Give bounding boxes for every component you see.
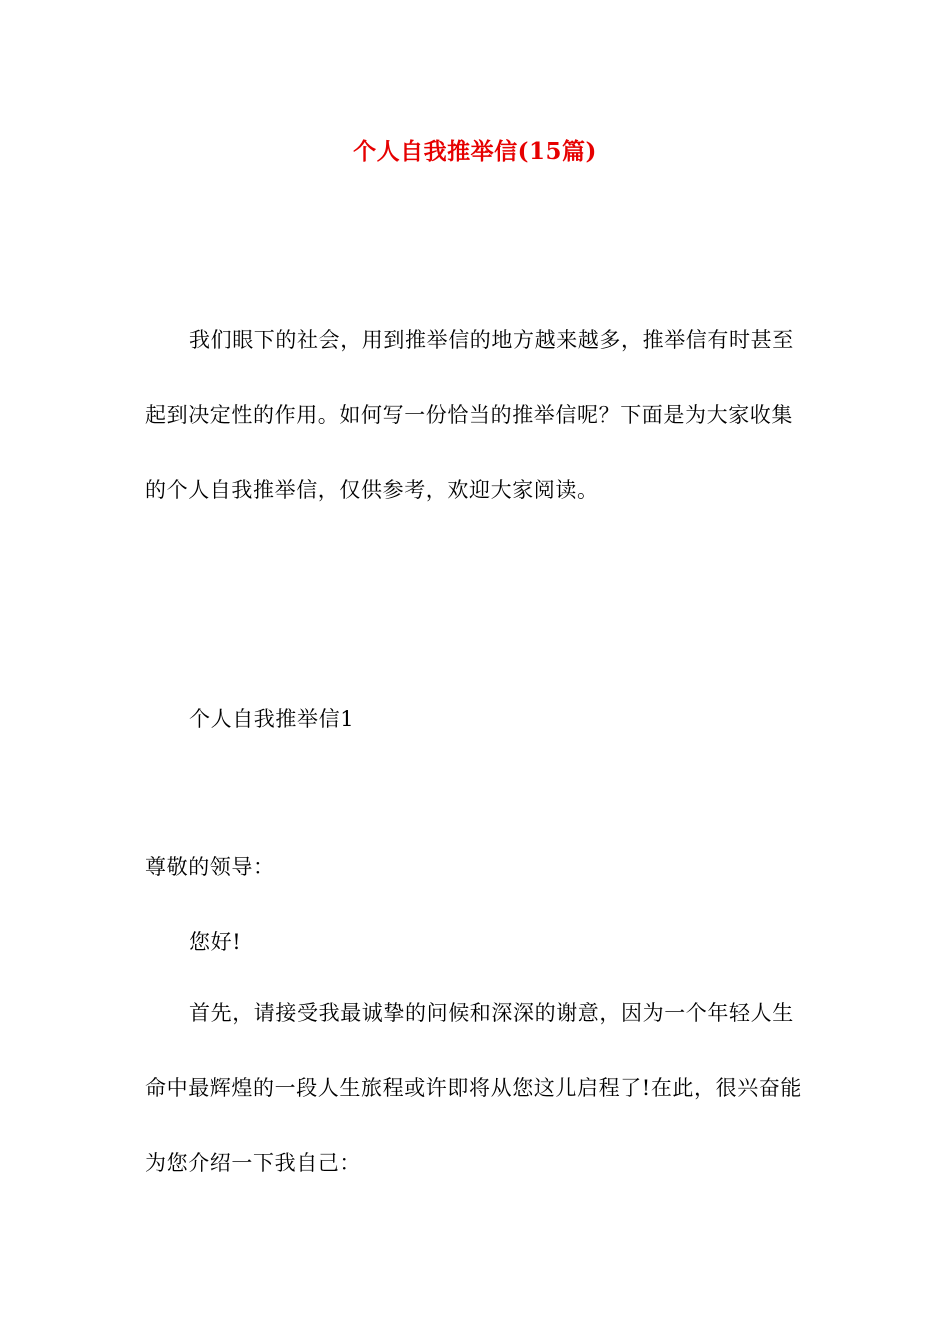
greeting: 您好! — [189, 930, 242, 954]
document-title: 个人自我推举信(15篇) — [353, 138, 597, 165]
salutation: 尊敬的领导： — [145, 855, 275, 879]
body-paragraph: 首先，请接受我最诚挚的问候和深深的谢意，因为一个年轻人生命中最辉煌的一段人生旅程或许即将从您这儿启程了!在此，很兴奋能为您介绍一下我自己： — [145, 1001, 803, 1175]
section-heading: 个人自我推举信1 — [189, 707, 355, 731]
intro-paragraph: 我们眼下的社会，用到推举信的地方越来越多，推举信有时甚至起到决定性的作用。如何写一份恰当的推举信呢？下面是为大家收集的个人自我推举信，仅供参考，欢迎大家阅读。 — [145, 328, 794, 502]
